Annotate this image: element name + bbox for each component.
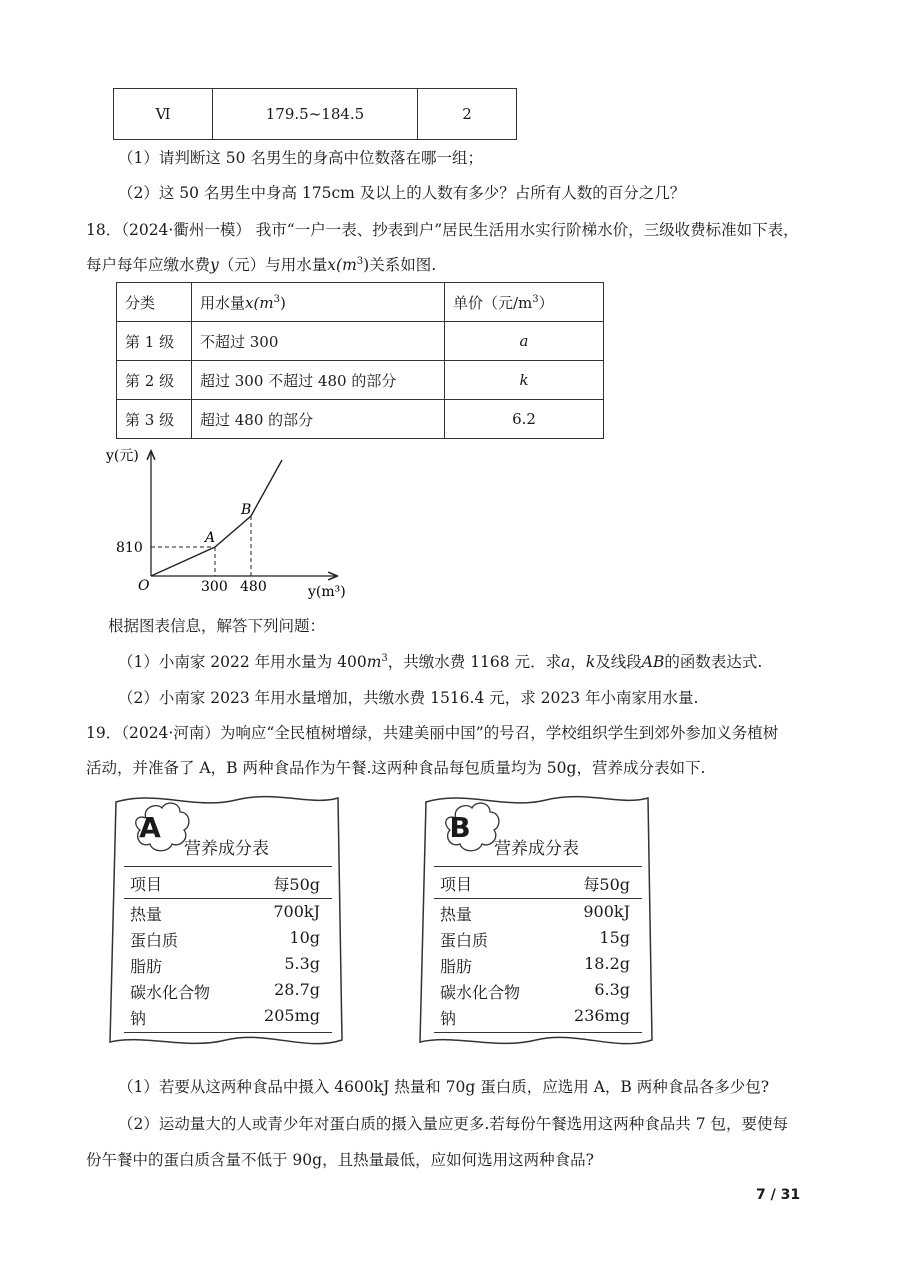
header-usage: 用水量$x(m^3)$	[192, 283, 445, 322]
nutrient-name: 脂肪	[440, 957, 473, 976]
card-badge: A	[139, 811, 161, 844]
q19-part2-line1: （2）运动量大的人或青少年对蛋白质的摄入量应更多.若每份午餐选用这两种食品共 7 包，要使每	[118, 1115, 789, 1133]
q17-part2: （2）这 50 名男生中身高 175cm 及以上的人数有多少？占所有人数的百分之几？	[118, 184, 686, 202]
x-axis-label: y(m³)	[308, 584, 346, 600]
nutrient-name: 脂肪	[130, 957, 163, 976]
card-rule	[124, 866, 332, 867]
q19-part2-line2: 份午餐中的蛋白质含量不低于 90g，且热量最低，应如何选用这两种食品?	[86, 1151, 594, 1169]
table-row	[117, 322, 604, 361]
nutrient-value: 700kJ	[273, 902, 320, 921]
origin-label: O	[138, 578, 150, 594]
var-ab: AB	[641, 653, 665, 671]
point-a-label: A	[205, 530, 216, 546]
nutrient-name: 钠	[130, 1009, 147, 1028]
q18-part1-text: ，共缴水费 1168 元．求	[387, 653, 562, 671]
q18-part2: （2）小南家 2023 年用水量增加，共缴水费 1516.4 元，求 2023 年小南家用水量.	[118, 689, 699, 707]
q18-part1-text: 的函数表达式.	[664, 653, 763, 671]
nutrient-name: 热量	[440, 905, 473, 924]
page-number: 7 / 31	[756, 1187, 801, 1203]
nutrient-value: 6.3g	[594, 980, 630, 999]
height-frequency-table	[113, 88, 517, 140]
level-cell: 第 1 级	[117, 322, 192, 361]
nutrient-name: 碳水化合物	[440, 983, 521, 1002]
q18-text: （元）与用水量	[218, 256, 328, 274]
q18-part1-text: 及线段	[595, 653, 642, 671]
col-per-50g: 每50g	[583, 875, 630, 894]
water-fee-graph	[100, 440, 360, 610]
point-b-label: B	[241, 502, 252, 518]
x-tick-300: 300	[201, 579, 228, 595]
q18-text: 每户每年应缴水费	[86, 256, 211, 274]
nutrient-value: 5.3g	[284, 954, 320, 973]
price-cell: k	[445, 361, 604, 400]
q18-part1: （1）小南家 2022 年用水量为 $400m^3$，共缴水费 1168 元．求a，k及线段AB的函数表达式.	[118, 652, 763, 671]
table-row	[117, 400, 604, 439]
nutrition-card-a	[106, 790, 346, 1052]
q17-part1: （1）请判断这 50 名男生的身高中位数落在哪一组；	[118, 149, 483, 167]
nutrient-name: 蛋白质	[130, 931, 179, 950]
q19-part1: （1）若要从这两种食品中摄入 4600kJ 热量和 70g 蛋白质，应选用 A，B 两种食品各多少包?	[118, 1078, 770, 1096]
q19-stem-line1: 19．（2024·河南）为响应“全民植树增绿，共建美丽中国”的号召，学校组织学生到郊外参加义务植树	[86, 724, 779, 742]
nutrient-name: 碳水化合物	[130, 983, 211, 1002]
nutrient-value: 28.7g	[274, 980, 320, 999]
header-price-label: 单价（元/m	[453, 293, 533, 312]
nutrient-value: 236mg	[574, 1006, 630, 1025]
table-row	[117, 361, 604, 400]
x-tick-480: 480	[240, 579, 267, 595]
y-tick-810: 810	[116, 540, 143, 556]
card-rule	[434, 898, 642, 899]
price-cell: 6.2	[445, 400, 604, 439]
nutrient-name: 蛋白质	[440, 931, 489, 950]
card-rule	[124, 1032, 332, 1033]
nutrient-value: 900kJ	[583, 902, 630, 921]
card-rule	[434, 866, 642, 867]
table-row	[114, 89, 517, 140]
q18-stem-line2: 每户每年应缴水费y（元）与用水量$x(m^3)$关系如图.	[86, 255, 437, 274]
q18-part1-text: ，	[570, 653, 586, 671]
level-cell: 第 2 级	[117, 361, 192, 400]
var-m: m	[366, 653, 382, 671]
nutrient-name: 热量	[130, 905, 163, 924]
q18-stem-line1: 18．（2024·衢州一模） 我市“一户一表、抄表到户”居民生活用水实行阶梯水价，三级收费标准如下表，	[86, 221, 799, 239]
header-usage-label: 用水量	[200, 293, 246, 312]
nutrient-value: 10g	[289, 928, 320, 947]
usage-cell: 不超过 300	[192, 322, 445, 361]
y-axis-label: y(元)	[106, 448, 139, 464]
var-k: k	[585, 653, 596, 671]
nutrient-value: 205mg	[264, 1006, 320, 1025]
q19-stem-line2: 活动，并准备了 A，B 两种食品作为午餐.这两种食品每包质量均为 50g，营养成分表如下.	[86, 759, 706, 777]
var-a: a	[561, 653, 571, 671]
card-rule	[434, 1032, 642, 1033]
count-cell: 2	[418, 89, 517, 140]
nutrient-value: 15g	[599, 928, 630, 947]
range-cell: 179.5~184.5	[213, 89, 418, 140]
header-price: 单价（元$/m^3$）	[445, 283, 604, 322]
card-title: 营养成分表	[184, 839, 269, 859]
q18-part1-text: （1）小南家 2022 年用水量为 400	[118, 653, 367, 671]
card-badge: B	[449, 811, 471, 844]
var-y: y	[210, 256, 219, 274]
var-x: x(m	[245, 293, 274, 312]
level-cell: 第 3 级	[117, 400, 192, 439]
var-x: x(m	[327, 256, 357, 274]
q18-text: )关系如图.	[363, 256, 437, 274]
nutrient-name: 钠	[440, 1009, 457, 1028]
water-price-table	[116, 282, 604, 439]
nutrition-card-b	[416, 790, 656, 1052]
q18-intro: 根据图表信息，解答下列问题：	[108, 617, 326, 635]
price-cell: a	[445, 322, 604, 361]
col-item: 项目	[440, 875, 473, 894]
card-rule	[124, 898, 332, 899]
col-per-50g: 每50g	[273, 875, 320, 894]
header-category: 分类	[117, 283, 192, 322]
group-cell: Ⅵ	[114, 89, 213, 140]
usage-cell: 超过 300 不超过 480 的部分	[192, 361, 445, 400]
table-header-row	[117, 283, 604, 322]
usage-cell: 超过 480 的部分	[192, 400, 445, 439]
card-title: 营养成分表	[494, 839, 579, 859]
col-item: 项目	[130, 875, 163, 894]
fee-line	[151, 460, 282, 576]
nutrient-value: 18.2g	[584, 954, 630, 973]
